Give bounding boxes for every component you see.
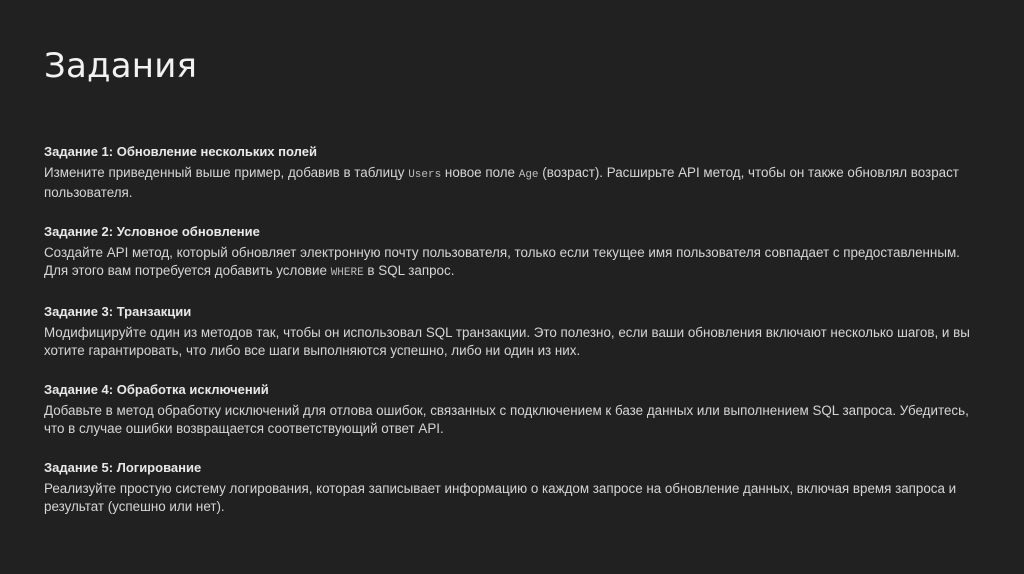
task-2 xyxy=(44,223,984,282)
code-snippet: Users xyxy=(408,169,442,181)
task-4 xyxy=(44,381,984,438)
task-text: Измените приведенный выше пример, добавив в таблицу xyxy=(44,165,409,180)
code-snippet: WHERE xyxy=(330,267,364,279)
task-text: Создайте API метод, который обновляет электронную почту пользователя, только если текущее имя пользователя совпадает с предоставленным. Для этого вам потребуется добавить условие xyxy=(44,245,960,278)
code-snippet: Age xyxy=(518,169,539,181)
task-5 xyxy=(44,459,984,516)
task-description: Реализуйте простую систему логирования, которая записывает информацию о каждом запросе на обновление данных, включая время запроса и результат (успешно или нет). xyxy=(44,481,957,514)
task-heading: Задание 5: Логирование xyxy=(44,460,202,475)
page-title: Задания xyxy=(44,46,198,86)
task-1 xyxy=(44,143,984,202)
task-text: в SQL запрос. xyxy=(363,263,455,278)
task-list xyxy=(44,143,984,537)
task-description: Модифицируйте один из методов так, чтобы он использовал SQL транзакции. Это полезно, если ваши обновления включают несколько шагов, и вы хотите гарантировать, что либо все шаги выполняются успешно, либо ни один из них. xyxy=(44,325,970,358)
task-heading: Задание 2: Условное обновление xyxy=(44,224,260,239)
task-description xyxy=(44,164,984,202)
task-heading: Задание 3: Транзакции xyxy=(44,304,192,319)
task-text: (возраст). Расширьте API метод, чтобы он также обновлял возраст пользователя. xyxy=(44,165,959,200)
task-description: Добавьте в метод обработку исключений для отлова ошибок, связанных с подключением к базе данных или выполнением SQL запроса. Убедитесь, что в случае ошибки возвращается соответствующий ответ API. xyxy=(44,403,969,436)
task-description xyxy=(44,244,984,282)
task-heading: Задание 4: Обработка исключений xyxy=(44,382,269,397)
task-heading: Задание 1: Обновление нескольких полей xyxy=(44,144,317,159)
task-3 xyxy=(44,303,984,360)
task-text: новое поле xyxy=(441,165,519,180)
